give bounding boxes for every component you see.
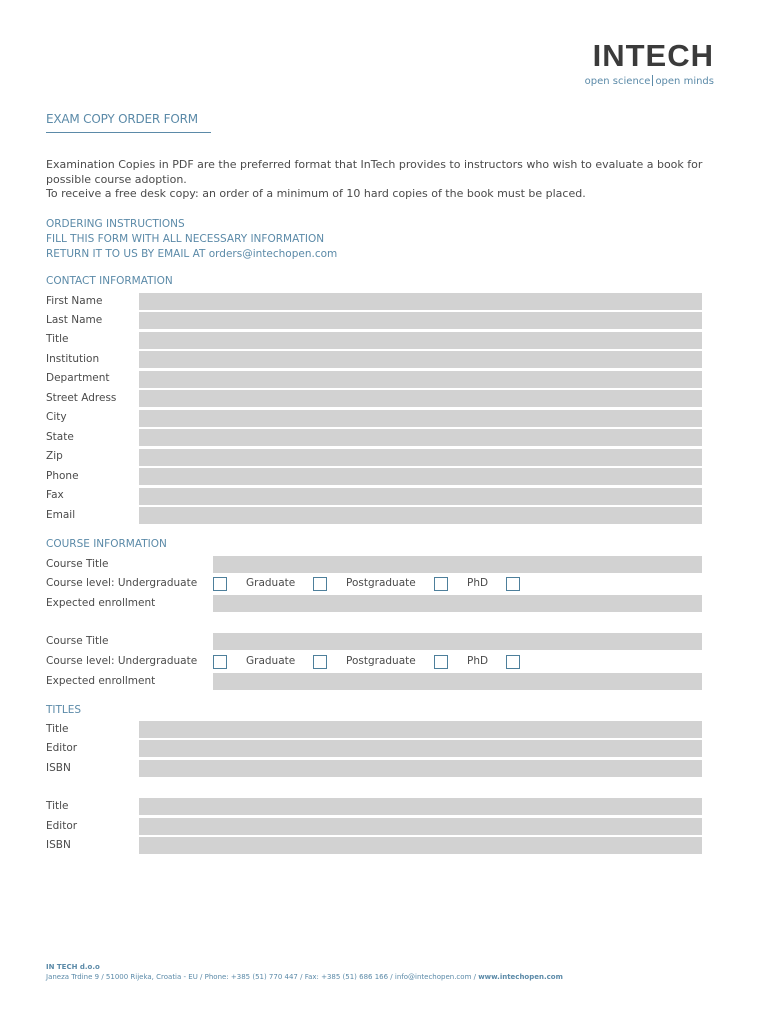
intro-line-2: To receive a free desk copy: an order of a minimum of 10 hard copies of the book must be placed.: [46, 187, 586, 200]
intro-line-1: Examination Copies in PDF are the preferred format that InTech provides to instructors who wish to evaluate a book for possible course adoption.: [46, 158, 703, 186]
course-section-heading: COURSE INFORMATION: [46, 538, 167, 550]
logo-tagline: [564, 75, 714, 87]
expected-enrollment-field-2[interactable]: [213, 673, 702, 690]
label-phone: Phone: [46, 470, 79, 482]
label-last-name: Last Name: [46, 314, 103, 326]
label-editor-2: Editor: [46, 820, 78, 832]
tagline-left: open science: [584, 76, 651, 87]
email-field[interactable]: [139, 507, 702, 524]
label-course-level-1: Course level: Undergraduate: [46, 577, 198, 589]
label-department: Department: [46, 372, 110, 384]
label-course-title-2: Course Title: [46, 635, 109, 647]
title-underline: [46, 132, 211, 133]
label-isbn-1: ISBN: [46, 762, 71, 774]
editor-field-2[interactable]: [139, 818, 702, 835]
isbn-field-2[interactable]: [139, 837, 702, 854]
label-editor-1: Editor: [46, 742, 78, 754]
label-email: Email: [46, 509, 76, 521]
footer: [46, 962, 563, 982]
label-fax: Fax: [46, 489, 64, 501]
department-field[interactable]: [139, 371, 702, 388]
first-name-field[interactable]: [139, 293, 702, 310]
title-field[interactable]: [139, 332, 702, 349]
form-title: EXAM COPY ORDER FORM: [46, 112, 198, 126]
tagline-right: open minds: [655, 76, 714, 87]
intro-text: [46, 158, 706, 202]
postgraduate-checkbox-2[interactable]: [434, 655, 448, 669]
ordering-instructions: [46, 217, 337, 262]
label-postgraduate-2: Postgraduate: [346, 655, 416, 667]
label-first-name: First Name: [46, 295, 103, 307]
city-field[interactable]: [139, 410, 702, 427]
zip-field[interactable]: [139, 449, 702, 466]
book-title-field-2[interactable]: [139, 798, 702, 815]
phone-field[interactable]: [139, 468, 702, 485]
label-city: City: [46, 411, 67, 423]
state-field[interactable]: [139, 429, 702, 446]
undergraduate-checkbox-1[interactable]: [213, 577, 227, 591]
label-street-address: Street Adress: [46, 392, 117, 404]
postgraduate-checkbox-1[interactable]: [434, 577, 448, 591]
graduate-checkbox-2[interactable]: [313, 655, 327, 669]
graduate-checkbox-1[interactable]: [313, 577, 327, 591]
phd-checkbox-1[interactable]: [506, 577, 520, 591]
label-phd-1: PhD: [467, 577, 489, 589]
label-isbn-2: ISBN: [46, 839, 71, 851]
isbn-field-1[interactable]: [139, 760, 702, 777]
label-institution: Institution: [46, 353, 100, 365]
contact-section-heading: CONTACT INFORMATION: [46, 275, 173, 287]
undergraduate-checkbox-2[interactable]: [213, 655, 227, 669]
footer-contact-line: [46, 972, 563, 982]
expected-enrollment-field-1[interactable]: [213, 595, 702, 612]
label-title: Title: [46, 333, 69, 345]
label-graduate-2: Graduate: [246, 655, 296, 667]
institution-field[interactable]: [139, 351, 702, 368]
editor-field-1[interactable]: [139, 740, 702, 757]
fax-field[interactable]: [139, 488, 702, 505]
street-address-field[interactable]: [139, 390, 702, 407]
label-phd-2: PhD: [467, 655, 489, 667]
intech-logo: [564, 40, 714, 87]
label-course-title-1: Course Title: [46, 558, 109, 570]
phd-checkbox-2[interactable]: [506, 655, 520, 669]
label-graduate-1: Graduate: [246, 577, 296, 589]
course-title-field-2[interactable]: [213, 633, 702, 650]
label-book-title-2: Title: [46, 800, 69, 812]
label-book-title-1: Title: [46, 723, 69, 735]
footer-website-link[interactable]: www.intechopen.com: [478, 973, 563, 981]
label-course-level-2: Course level: Undergraduate: [46, 655, 198, 667]
instructions-line-fill: FILL THIS FORM WITH ALL NECESSARY INFORMATION: [46, 233, 325, 245]
label-state: State: [46, 431, 74, 443]
logo-wordmark: INTECH: [592, 38, 714, 73]
label-expected-enrollment-1: Expected enrollment: [46, 597, 156, 609]
titles-section-heading: TITLES: [46, 704, 82, 716]
instructions-line-return: RETURN IT TO US BY EMAIL AT orders@intechopen.com: [46, 248, 338, 260]
label-zip: Zip: [46, 450, 63, 462]
label-expected-enrollment-2: Expected enrollment: [46, 675, 156, 687]
footer-company: IN TECH d.o.o: [46, 963, 100, 971]
tagline-divider: [652, 75, 653, 86]
footer-address: Janeza Trdine 9 / 51000 Rijeka, Croatia - EU / Phone: +385 (51) 770 447 / Fax: +385 (51) 686 166 / info@intechopen.com /: [46, 973, 479, 981]
last-name-field[interactable]: [139, 312, 702, 329]
book-title-field-1[interactable]: [139, 721, 702, 738]
label-postgraduate-1: Postgraduate: [346, 577, 416, 589]
course-title-field-1[interactable]: [213, 556, 702, 573]
instructions-heading: ORDERING INSTRUCTIONS: [46, 218, 185, 230]
